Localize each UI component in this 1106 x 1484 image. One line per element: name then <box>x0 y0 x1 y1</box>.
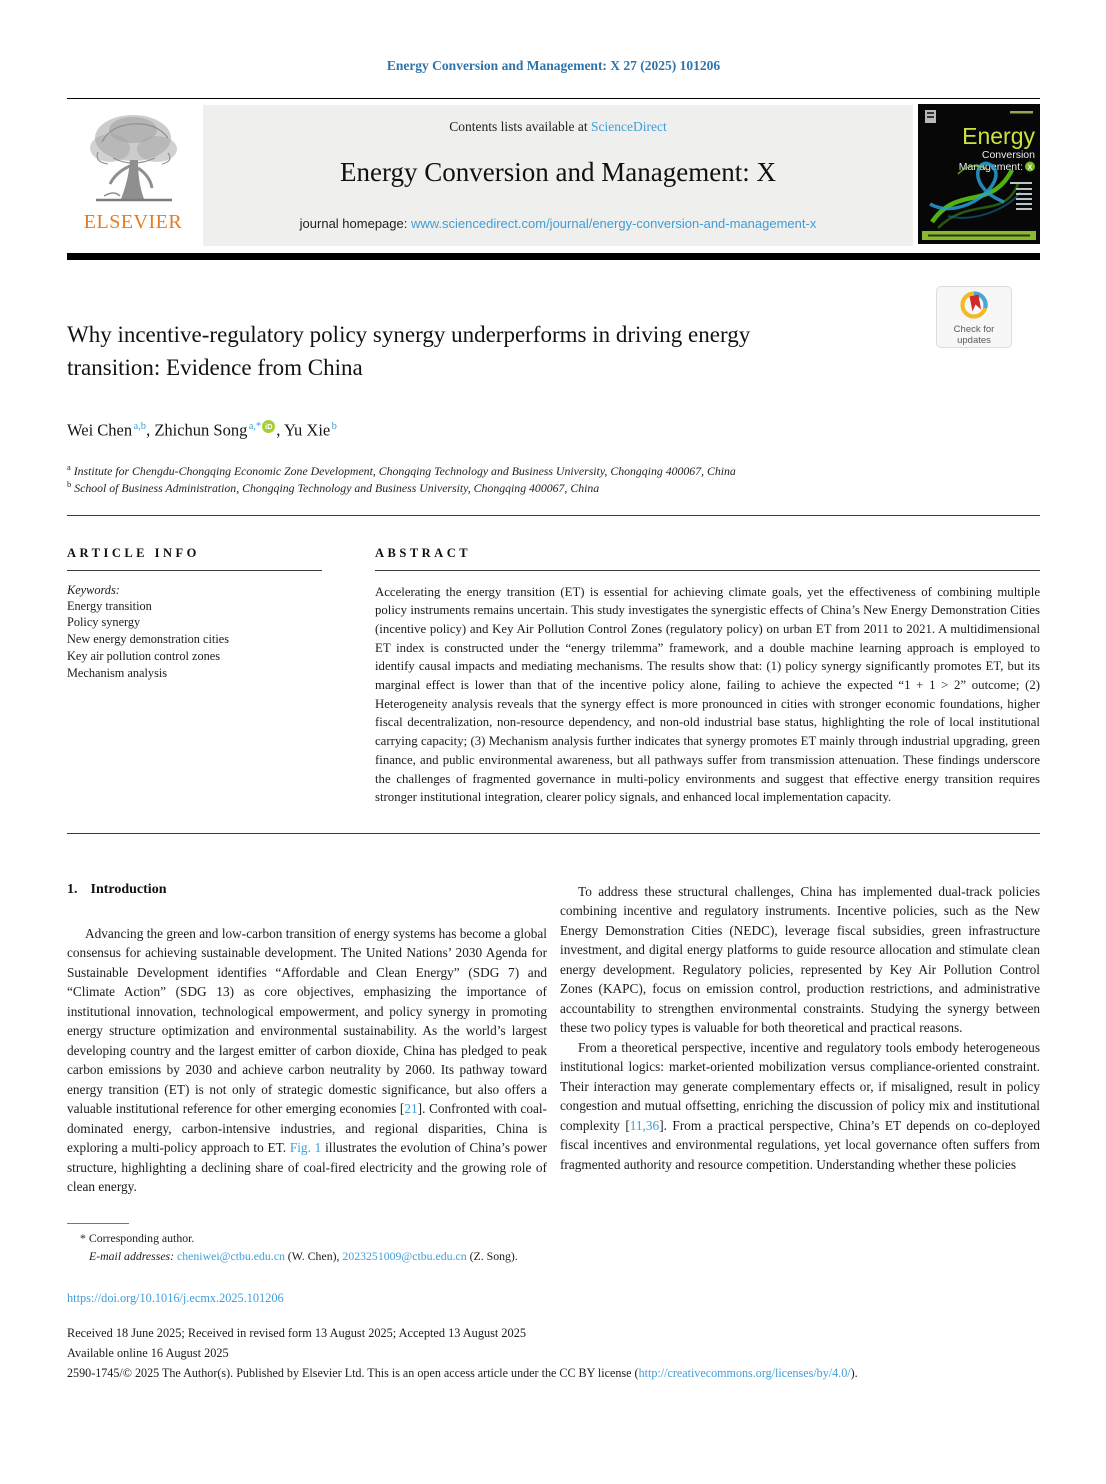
author-affil-sup: b <box>331 421 337 432</box>
contents-prefix: Contents lists available at <box>449 119 591 134</box>
author-affil-sup: a,* <box>248 421 262 432</box>
body-column-left <box>67 882 547 1197</box>
article-info-column <box>67 546 322 807</box>
corresponding-author-note: * Corresponding author. <box>80 1230 195 1245</box>
body-column-right <box>560 882 1040 1197</box>
inline-link[interactable]: 11,36 <box>629 1117 660 1133</box>
abstract-heading: ABSTRACT <box>375 545 472 560</box>
abstract-column <box>375 546 1040 807</box>
check-updates-icon <box>952 287 996 323</box>
header-black-bar <box>67 253 1040 260</box>
elsevier-logo <box>67 102 199 249</box>
inline-link[interactable]: 2023251009@ctbu.edu.cn <box>342 1248 467 1263</box>
email-addresses-line: E-mail addresses: cheniwei@ctbu.edu.cn (W. Chen), 2023251009@ctbu.edu.cn (Z. Song). <box>89 1248 518 1263</box>
author-name: Wei Chen <box>67 420 133 440</box>
journal-cover-thumbnail <box>918 102 1040 249</box>
top-divider <box>67 98 1040 99</box>
article-title <box>67 318 947 384</box>
journal-header <box>67 102 1040 249</box>
elsevier-tree-icon <box>78 108 188 208</box>
body-divider <box>67 833 1040 834</box>
journal-title: Energy Conversion and Management: X <box>340 157 776 187</box>
author-name: Yu Xie <box>283 420 331 440</box>
inline-link[interactable]: http://creativecommons.org/licenses/by/4.0/ <box>638 1365 851 1380</box>
footnote-block <box>67 1223 1040 1264</box>
elsevier-wordmark: ELSEVIER <box>83 211 183 233</box>
footnote-rule <box>67 1223 129 1224</box>
orcid-icon[interactable]: iD <box>262 420 275 433</box>
affiliation-row: $^b$ School of Business Administration, Chongqing Technology and Business University, Chongqing 400067, China <box>67 478 600 495</box>
available-online: Available online 16 August 2025 <box>67 1345 229 1360</box>
homepage-line <box>213 216 903 231</box>
section-divider <box>67 515 1040 516</box>
affiliation-row: $^a$ Institute for Chengdu-Chongqing Economic Zone Development, Chongqing Technology and Business University, Chongqing 400067, China <box>67 461 736 478</box>
running-head-citation: Energy Conversion and Management: X 27 (2025) 101206 <box>386 58 721 73</box>
keyword: Key air pollution control zones <box>67 648 220 663</box>
doi-link[interactable]: https://doi.org/10.1016/j.ecmx.2025.101206 <box>67 1290 284 1305</box>
abstract-rule <box>375 570 1040 571</box>
homepage-url-link[interactable]: www.sciencedirect.com/journal/energy-conversion-and-management-x <box>410 216 817 231</box>
journal-banner <box>203 105 913 246</box>
check-for-updates-badge[interactable] <box>936 286 1012 348</box>
inline-link[interactable]: cheniwei@ctbu.edu.cn <box>177 1248 285 1263</box>
received-dates: Received 18 June 2025; Received in revised form 13 August 2025; Accepted 13 August 2025 <box>67 1325 527 1340</box>
license-line: 2590-1745/© 2025 The Author(s). Published by Elsevier Ltd. This is an open access article under the CC BY license (http://creativecommons.org/licenses/by/4.0/). <box>67 1365 858 1380</box>
svg-text:X: X <box>1027 164 1033 172</box>
sciencedirect-link[interactable]: ScienceDirect <box>591 119 667 134</box>
keyword: New energy demonstration cities <box>67 632 229 647</box>
keyword: Policy synergy <box>67 615 141 630</box>
homepage-prefix: journal homepage: <box>299 216 411 231</box>
keyword: Energy transition <box>67 598 152 613</box>
svg-text:Conversion: Conversion <box>981 149 1035 161</box>
article-info-rule <box>67 570 322 571</box>
affiliations <box>67 463 1040 497</box>
check-updates-label: Check for updates <box>953 324 995 346</box>
svg-text:Energy: Energy <box>962 123 1035 149</box>
abstract-text: Accelerating the energy transition (ET) is essential for achieving climate goals, yet the effectiveness of combining multiple policy instruments remains uncertain. This study investigates the synergistic effects of China’s New Energy Demonstration Cities (incentive policy) and Key Air Pollution Control Zones (regulatory policy) on urban ET from 2011 to 2021. A multidimensional ET index is constructed under the “energy trilemma” framework, and a double machine learning approach is employed to identify causal impacts and mediating mechanisms. The results show that: (1) policy synergy significantly promotes ET, but its marginal effect is lower than that of the incentive policy alone, failing to achieve the expected “1 + 1 > 2” outcome; (2) Heterogeneity analysis reveals that the synergy effect is more pronounced in cities with stronger economic foundations, higher fiscal decentralization, non-resource dependency, and non-old industrial base status, highlighting the role of local institutional carrying capacity; (3) Mechanism analysis further indicates that synergy promotes ET mainly through industrial upgrading, green finance, and public environmental awareness, but all pathways suffer from transmission attenuation. These findings underscore the challenges of fragmented governance in multi-policy environments and suggest that effective energy transition requires stronger institutional integration, clearer policy signals, and enhanced local implementation capacity. <box>375 584 1040 805</box>
intro-paragraph: From a theoretical perspective, incentive and regulatory tools embody heterogeneous institutional logics: market-oriented mobilization versus compliance-oriented constraint. Their interaction may generate complementary effects or, if misaligned, result in policy congestion and mutual offsetting, enriching the discussion of policy mix and institutional complexity [11,36]. From a practical perspective, China’s ET depends on co-deployed fiscal incentives and environmental regulations, yet local governance often suffers from fragmented authority and resource competition. Understanding whether these policies <box>560 1039 1040 1172</box>
intro-paragraph: Advancing the green and low-carbon transition of energy systems has become a global consensus for achieving sustainable development. The United Nations’ 2030 Agenda for Sustainable Development identifies “Affordable and Clean Energy” (SDG 7) and “Climate Action” (SDG 13) as core objectives, emphasizing the importance of institutional innovation, technological empowerment, and policy synergy in promoting energy structure optimization and environmental sustainability. As the world’s largest developing country and the largest emitter of carbon dioxide, China has pledged to peak carbon emissions by 2030 and achieve carbon neutrality by 2060. Its pathway toward energy transition (ET) is not only of strategic domestic significance, but also offers a valuable institutional reference for other emerging economies [21]. Confronted with coal-dominated energy, carbon-intensive industries, and regional disparities, China is exploring a multi-policy approach to ET. Fig. 1 illustrates the evolution of China’s power structure, highlighting a declining share of coal-fired electricity and the growing role of clean energy. <box>67 925 547 1195</box>
article-title-line2: transition: Evidence from China <box>67 355 363 380</box>
keyword: Mechanism analysis <box>67 665 168 680</box>
keywords-label: Keywords: <box>67 582 120 597</box>
author-name: Zhichun Song <box>154 420 248 440</box>
svg-text:Management:: Management: <box>958 161 1023 173</box>
inline-link[interactable]: 21 <box>404 1101 418 1117</box>
article-title-line1: Why incentive-regulatory policy synergy underperforms in driving energy <box>67 322 751 347</box>
article-footer <box>67 1290 1040 1382</box>
article-info-heading: ARTICLE INFO <box>67 545 200 560</box>
introduction-heading: 1. Introduction <box>67 881 167 897</box>
intro-paragraph: To address these structural challenges, China has implemented dual-track policies combining incentive and regulatory instruments. Incentive policies, such as the New Energy Demonstration Cities (NEDC), leverage fiscal subsidies, green infrastructure investment, and digital energy platforms to guide resource allocation and stimulate clean energy development. Regulatory policies, represented by Key Air Pollution Control Zones (KAPC), focus on emission control, production restrictions, and administrative accountability to strengthen environmental constraints. Studying the synergy between these two policy types is valuable for both theoretical and practical reasons. <box>560 883 1040 1036</box>
journal-cover-art <box>918 104 1040 244</box>
author-affil-sup: a,b <box>133 421 147 432</box>
contents-line <box>213 119 903 135</box>
inline-link[interactable]: Fig. 1 <box>289 1140 322 1156</box>
author-list: Wei Chen $^{a,b}$, Zhichun Song $^{a,*}$ iD , Yu Xie $^b$ <box>67 420 337 440</box>
